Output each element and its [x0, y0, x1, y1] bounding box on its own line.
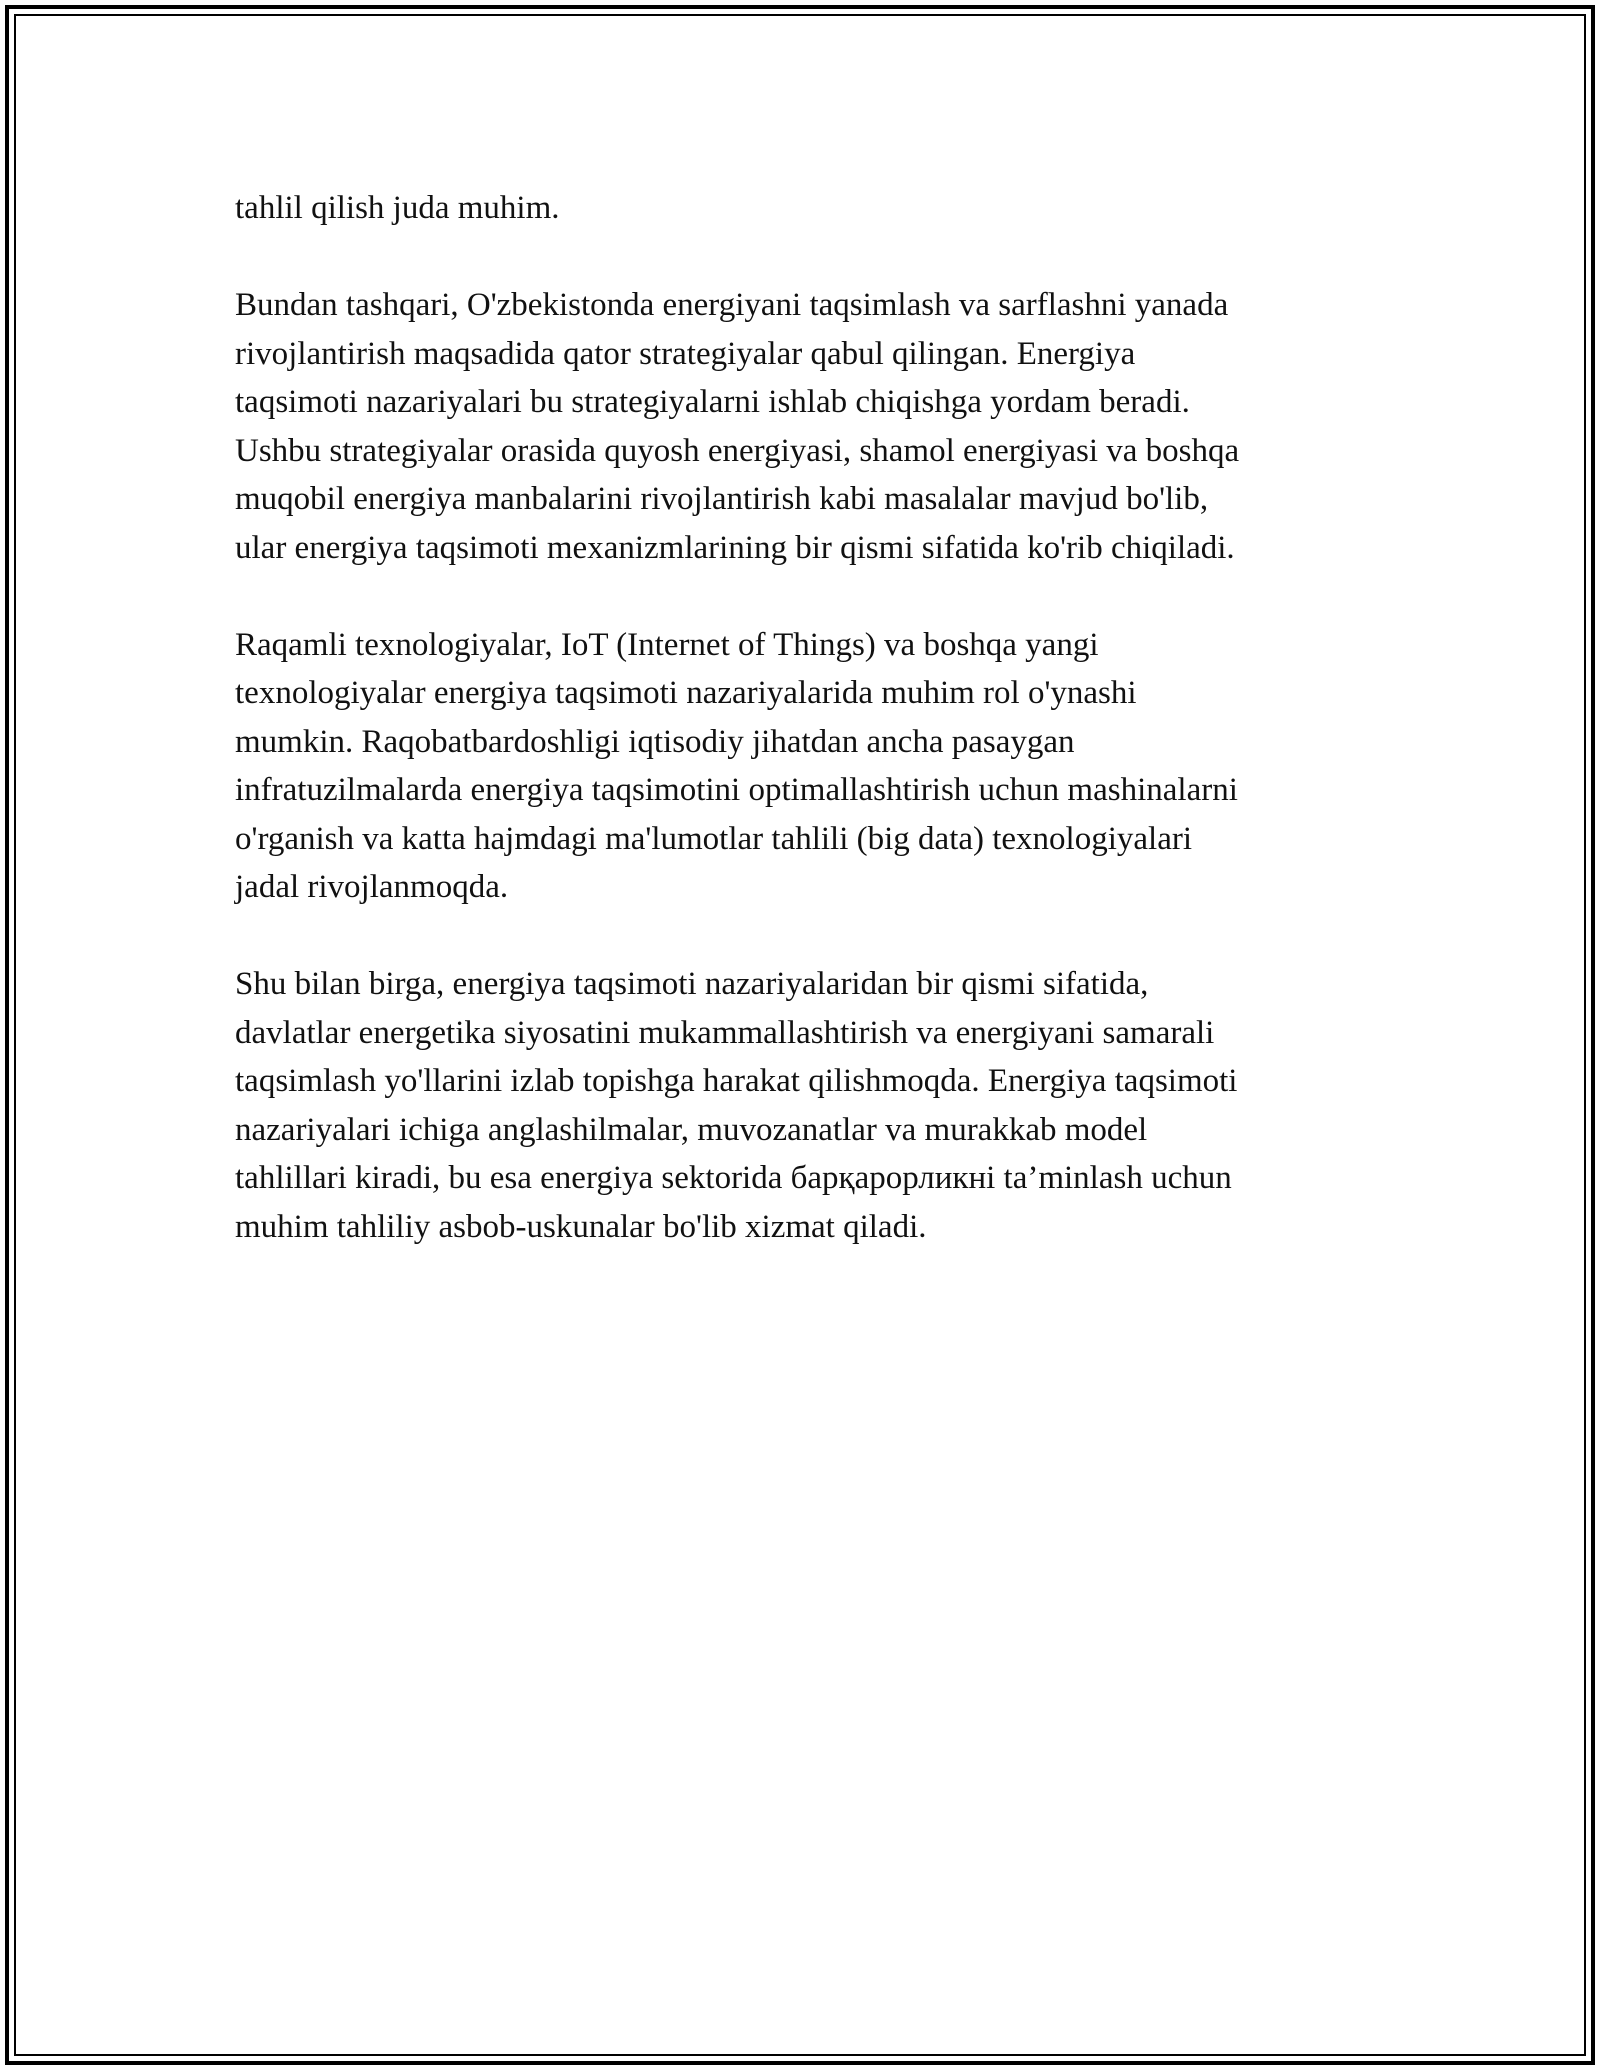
- paragraph-digital-technologies: Raqamli texnologiyalar, IoT (Internet of Things) va boshqa yangi texnologiyalar energiya taqsimoti nazariyalarida muhim rol o'ynashi mumkin. Raqobatbardoshligi iqtisodiy jihatdan ancha pasaygan infratuzilmalarda energiya taqsimotini optimallashtirish uchun mashinalarni o'rganish va katta hajmdagi ma'lumotlar tahlili (big data) texnologiyalari jadal rivojlanmoqda.: [235, 626, 1238, 905]
- paragraph-energy-policy: Shu bilan birga, energiya taqsimoti nazariyalaridan bir qismi sifatida, davlatlar energetika siyosatini mukammallashtirish va energiyani samarali taqsimlash yo'llarini izlab topishga harakat qilishmoqda. Energiya taqsimoti nazariyalari ichiga anglashilmalar, muvozanatlar va murakkab model tahlillari kiradi, bu esa energiya sektorida барқарорликні ta’minlash uchun muhim tahliliy asbob-uskunalar bo'lib xizmat qiladi.: [235, 966, 1238, 1245]
- document-body: [235, 184, 1365, 1300]
- paragraph-strategies: Bundan tashqari, O'zbekistonda energiyani taqsimlash va sarflashni yanada rivojlantirish maqsadida qator strategiyalar qabul qilingan. Energiya taqsimoti nazariyalari bu strategiyalarni ishlab chiqishga yordam beradi. Ushbu strategiyalar orasida quyosh energiyasi, shamol energiyasi va boshqa muqobil energiya manbalarini rivojlantirish kabi masalalar mavjud bo'lib, ular energiya taqsimoti mexanizmlarining bir qismi sifatida ko'rib chiqiladi.: [235, 287, 1240, 566]
- paragraph-continuation: tahlil qilish juda muhim.: [235, 190, 560, 226]
